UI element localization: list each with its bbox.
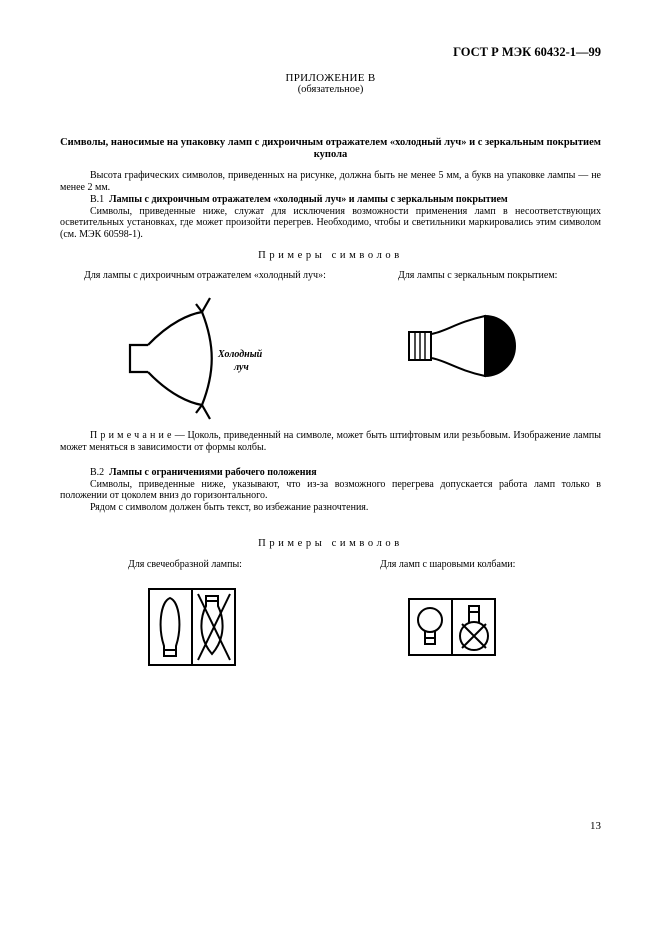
clause-b2-text1: Символы, приведенные ниже, указывают, что из-за возможного перегрева допускается работа ламп только в положении от цоколем вниз до горизонтального. bbox=[60, 478, 601, 501]
clause-b1-heading: Лампы с дихроичным отражателем «холодный луч» и лампы с зеркальным покрытием bbox=[109, 194, 508, 205]
reflector-body bbox=[148, 312, 202, 405]
document-header: ГОСТ Р МЭК 60432-1—99 bbox=[453, 45, 601, 59]
clause-b2-text2: Рядом с символом должен быть текст, во избежание разночтения. bbox=[90, 501, 369, 513]
examples-label-1: Примеры символов bbox=[258, 250, 403, 261]
candle-lamp-symbol bbox=[148, 588, 238, 668]
note-label: Примечание bbox=[90, 430, 175, 441]
clause-b2-heading: Лампы с ограничениями рабочего положения bbox=[109, 467, 317, 478]
caption-dichroic: Для лампы с дихроичным отражателем «холодный луч»: bbox=[84, 270, 326, 281]
clause-b1-number: В.1 bbox=[90, 194, 105, 205]
lamp-bulb bbox=[431, 316, 485, 376]
lamp-mirror-dome bbox=[485, 316, 515, 376]
section-title: Символы, наносимые на упаковку ламп с дихроичным отражателем «холодный луч» и с зеркальным покрытием купола bbox=[60, 137, 601, 160]
appendix-status: (обязательное) bbox=[297, 84, 364, 95]
clause-b2-number: В.2 bbox=[90, 467, 105, 478]
caption-candle: Для свечеобразной лампы: bbox=[128, 559, 242, 570]
appendix-title: ПРИЛОЖЕНИЕ В bbox=[285, 72, 376, 84]
symbol-cold-beam-line2: луч bbox=[234, 362, 249, 373]
clause-b1 bbox=[60, 194, 601, 240]
ball-bulb-allowed bbox=[418, 608, 442, 632]
mirror-lamp-symbol bbox=[405, 310, 530, 390]
caption-ball: Для ламп с шаровыми колбами: bbox=[380, 559, 516, 570]
reflector-base bbox=[130, 345, 148, 372]
ball-lamp-symbol bbox=[408, 598, 498, 658]
clause-b2 bbox=[60, 467, 601, 513]
note-text: — Цоколь, приведенный на символе, может быть штифтовым или резьбовым. Изображение лампы может меняться в зависимости от формы колбы. bbox=[60, 430, 601, 453]
dichroic-reflector-symbol bbox=[120, 290, 290, 430]
note bbox=[60, 430, 601, 453]
reflector-lens bbox=[202, 312, 212, 405]
clause-b1-text: Символы, приведенные ниже, служат для исключения возможности применения ламп в несоответствующих осветительных установках, где может произойти перегрев. Необходимо, чтобы и светильники маркировались этим символом (см. МЭК 60598-1). bbox=[60, 205, 601, 240]
symbol-cold-beam-line1: Холодный bbox=[218, 349, 263, 360]
examples-label-2: Примеры символов bbox=[258, 538, 403, 549]
caption-mirror: Для лампы с зеркальным покрытием: bbox=[398, 270, 558, 281]
candle-bulb-allowed bbox=[161, 598, 180, 656]
page-number: 13 bbox=[590, 820, 601, 832]
intro-paragraph: Высота графических символов, приведенных на рисунке, должна быть не менее 5 мм, а букв на упаковке лампы — не менее 2 мм. bbox=[60, 170, 601, 193]
